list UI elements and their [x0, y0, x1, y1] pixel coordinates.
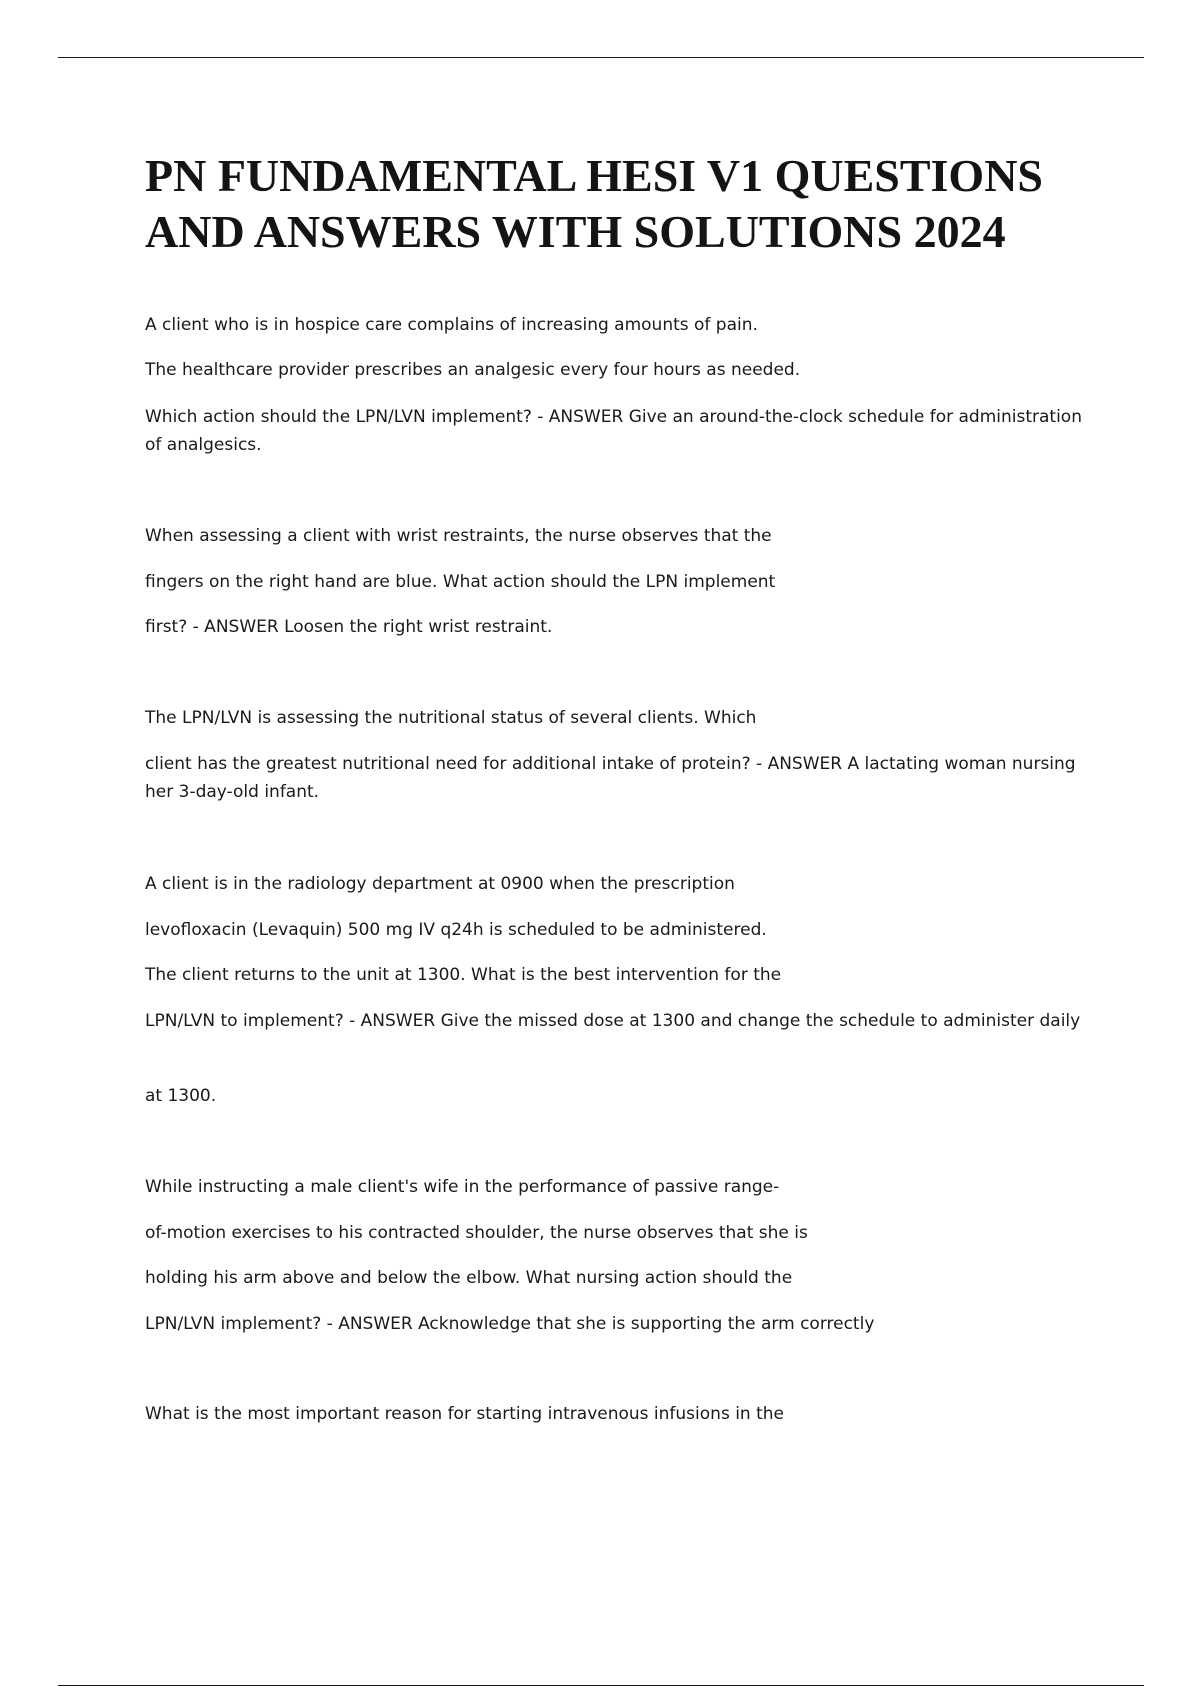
text-line: first? - ANSWER Loosen the right wrist restraint. [145, 617, 553, 637]
top-rule [58, 57, 1144, 58]
text-line: LPN/LVN implement? - ANSWER Acknowledge that she is supporting the arm correctly [145, 1314, 875, 1334]
bottom-rule [58, 1685, 1144, 1686]
text-line: The client returns to the unit at 1300. What is the best intervention for the [145, 965, 782, 985]
text-line: The LPN/LVN is assessing the nutritional status of several clients. Which [145, 708, 757, 728]
text-line: When assessing a client with wrist restraints, the nurse observes that the [145, 526, 772, 546]
text-line: of-motion exercises to his contracted shoulder, the nurse observes that she is [145, 1223, 808, 1243]
text-line: Which action should the LPN/LVN implement? - ANSWER Give an around-the-clock schedule for administration of analgesics. [145, 407, 1082, 455]
text-line: LPN/LVN to implement? - ANSWER Give the missed dose at 1300 and change the schedule to administer daily [145, 1011, 1081, 1031]
document-title: PN FUNDAMENTAL HESI V1 QUESTIONS AND ANSWERS WITH SOLUTIONS 2024 [145, 150, 1044, 257]
text-line: fingers on the right hand are blue. What action should the LPN implement [145, 572, 776, 592]
text-line: levofloxacin (Levaquin) 500 mg IV q24h is scheduled to be administered. [145, 920, 767, 940]
text-line: A client who is in hospice care complains of increasing amounts of pain. [145, 315, 758, 335]
text-line: The healthcare provider prescribes an analgesic every four hours as needed. [145, 360, 801, 380]
text-line: client has the greatest nutritional need for additional intake of protein? - ANSWER A lactating woman nursing her 3-day-old infant. [145, 754, 1076, 802]
text-line: What is the most important reason for starting intravenous infusions in the [145, 1404, 785, 1424]
text-line: at 1300. [145, 1086, 217, 1106]
text-line: While instructing a male client's wife in the performance of passive range- [145, 1177, 780, 1197]
text-line: A client is in the radiology department at 0900 when the prescription [145, 874, 735, 894]
text-line: holding his arm above and below the elbow. What nursing action should the [145, 1268, 793, 1288]
